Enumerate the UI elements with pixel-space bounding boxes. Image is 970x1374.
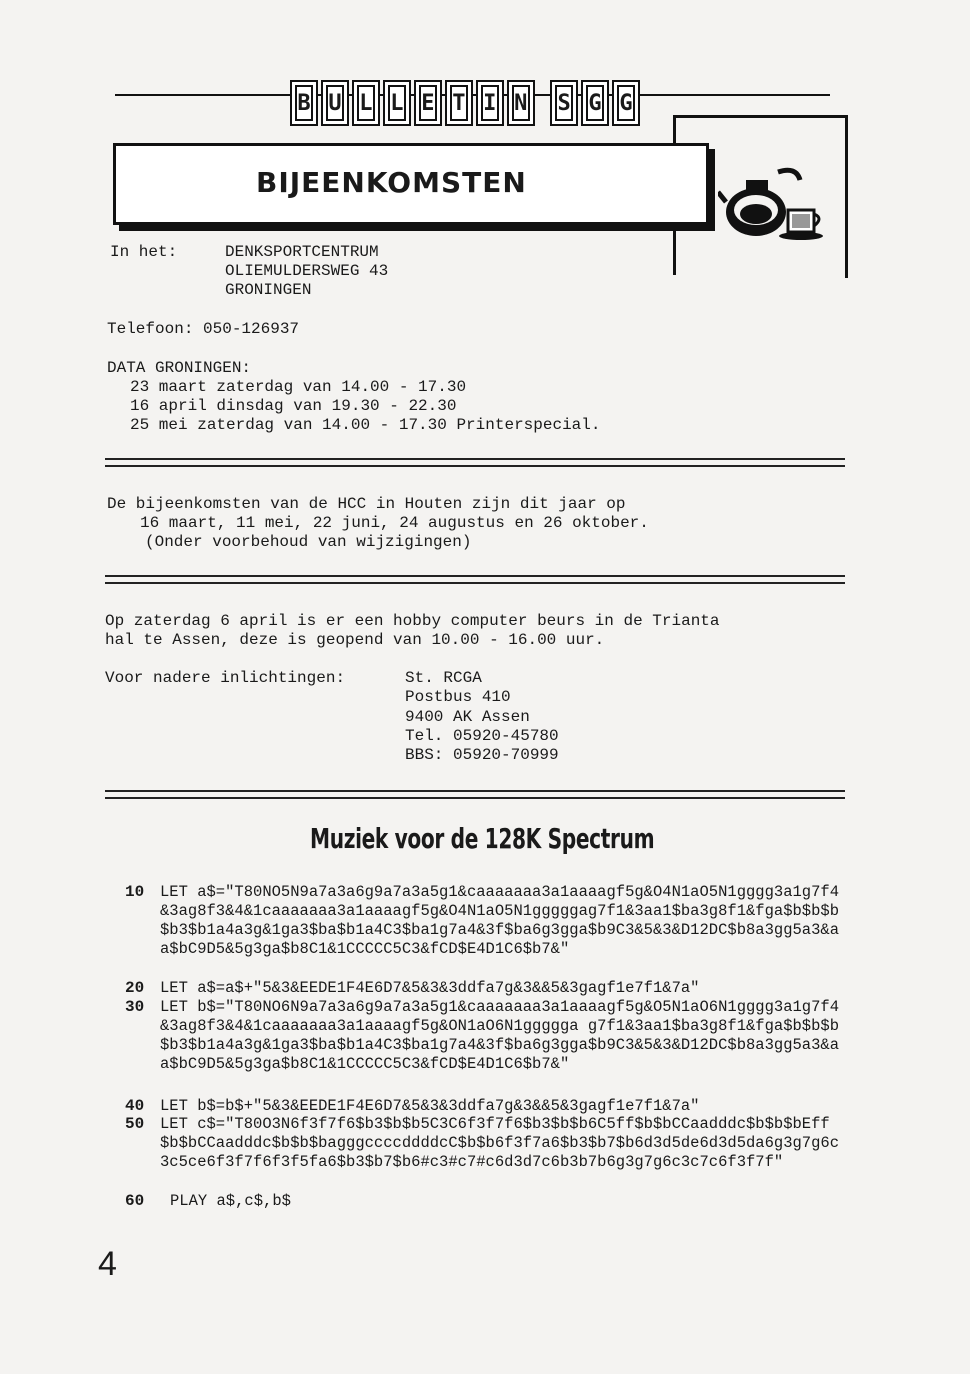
contact-line: Postbus 410: [405, 688, 511, 706]
divider: [105, 575, 845, 584]
bulletin-banner: [290, 80, 640, 126]
info-label: Voor nadere inlichtingen:: [105, 669, 346, 687]
banner-letter: E: [414, 80, 442, 126]
contact-line: 9400 AK Assen: [405, 708, 530, 726]
code-line: LET a$="T80NO5N9a7a3a6g9a7a3a5g1&caaaaaaa3a1aaaagf5g&O4N1aO5N1gggg3a1g7f4&3ag8f3&4&1caaaaaaa3a1aaaagf5g&O4N1aO5N1gggggag7f1&3aa1$ba3g8f1&fga$b$b$b$b3$b1a4a3g&1ga3$ba$b1a4C3$ba1g7a4&3f$ba6g3gga$b9C3&5&3&D12DC$b8a3gg5a3&aa$bC9D5&5g3ga$b8C1&1CCCCC5C3&fCD$E4D1C6$b7&": [160, 883, 840, 958]
houten-line: De bijeenkomsten van de HCC in Houten zijn dit jaar op: [107, 495, 626, 513]
banner-letter: T: [445, 80, 473, 126]
coffee-pot-icon: [718, 162, 833, 242]
banner-letter: S: [550, 80, 578, 126]
banner-letter: U: [321, 80, 349, 126]
line-number: 60: [125, 1192, 145, 1210]
location-line: GRONINGEN: [225, 281, 312, 299]
code-line: LET a$=a$+"5&3&EEDE1F4E6D7&5&3&3ddfa7g&3&&5&3gagf1e7f1&7a": [160, 979, 700, 997]
divider: [105, 458, 845, 467]
divider: [105, 790, 845, 799]
location-label: In het:: [110, 243, 178, 261]
contact-line: BBS: 05920-70999: [405, 746, 559, 764]
line-number: 40: [125, 1097, 145, 1115]
location-line: OLIEMULDERSWEG 43: [225, 262, 389, 280]
date-line: 25 mei zaterdag van 14.00 - 17.30 Printerspecial.: [130, 416, 601, 434]
banner-letter: N: [507, 80, 535, 126]
page-number: 4: [98, 1245, 117, 1283]
header-box: [113, 143, 709, 225]
contact-line: Tel. 05920-45780: [405, 727, 559, 745]
banner-letter: B: [290, 80, 318, 126]
banner-letter: I: [476, 80, 504, 126]
program-title: Muziek voor de 128K Spectrum: [310, 822, 655, 855]
houten-line: 16 maart, 11 mei, 22 juni, 24 augustus en 26 oktober.: [140, 514, 649, 532]
code-line: LET b$="T80NO6N9a7a3a6g9a7a3a5g1&caaaaaaa3a1aaaagf5g&O5N1aO6N1gggg3a1g7f4&3ag8f3&4&1caaaaaaa3a1aaaagf5g&ON1aO6N1ggggga g7f1&3aa1$ba3g8f1&fga$b$b$b$b3$b1a4a3g&1ga3$ba$b1a4C3$ba1g7a4&3f$ba6g3gga$b9C3&5&3&D12DC$b8a3gg5a3&aa$bC9D5&5g3ga$b8C1&1CCCCC5C3&fCD$E4D1C6$b7&": [160, 998, 840, 1073]
line-number: 10: [125, 883, 145, 901]
line-number: 50: [125, 1115, 145, 1133]
code-line: LET b$=b$+"5&3&EEDE1F4E6D7&5&3&3ddfa7g&3&&5&3gagf1e7f1&7a": [160, 1097, 700, 1115]
contact-line: St. RCGA: [405, 669, 482, 687]
banner-letter: L: [383, 80, 411, 126]
banner-letter: G: [581, 80, 609, 126]
beurs-line: Op zaterdag 6 april is er een hobby computer beurs in de Trianta: [105, 612, 720, 630]
code-line: LET c$="T80O3N6f3f7f6$b3$b$b5C3C6f3f7f6$b3$b$b6C5ff$b$bCCaadddc$b$b$bEff$b$bCCaadddc$b$b$bagggccccddddcC$b$b6f3f7a6$b3$b7$b6d3d5de6d3d5da6g3g7g6c3c5ce6f3f7f6f3f5fa6$b3$b7$b6#c3#c7#c6d3d7c6b3b7b6g3g7g6c3c7c6f3f7f": [160, 1115, 840, 1171]
houten-line: (Onder voorbehoud van wijzigingen): [145, 533, 472, 551]
line-number: 30: [125, 998, 145, 1016]
banner-letter: G: [612, 80, 640, 126]
data-heading: DATA GRONINGEN:: [107, 359, 252, 377]
date-line: 23 maart zaterdag van 14.00 - 17.30: [130, 378, 467, 396]
phone-line: Telefoon: 050-126937: [107, 320, 300, 338]
code-line: PLAY a$,c$,b$: [170, 1192, 291, 1210]
banner-letter: L: [352, 80, 380, 126]
line-number: 20: [125, 979, 145, 997]
beurs-line: hal te Assen, deze is geopend van 10.00 - 16.00 uur.: [105, 631, 605, 649]
page-title: BIJEENKOMSTEN: [256, 166, 527, 199]
date-line: 16 april dinsdag van 19.30 - 22.30: [130, 397, 457, 415]
location-line: DENKSPORTCENTRUM: [225, 243, 379, 261]
